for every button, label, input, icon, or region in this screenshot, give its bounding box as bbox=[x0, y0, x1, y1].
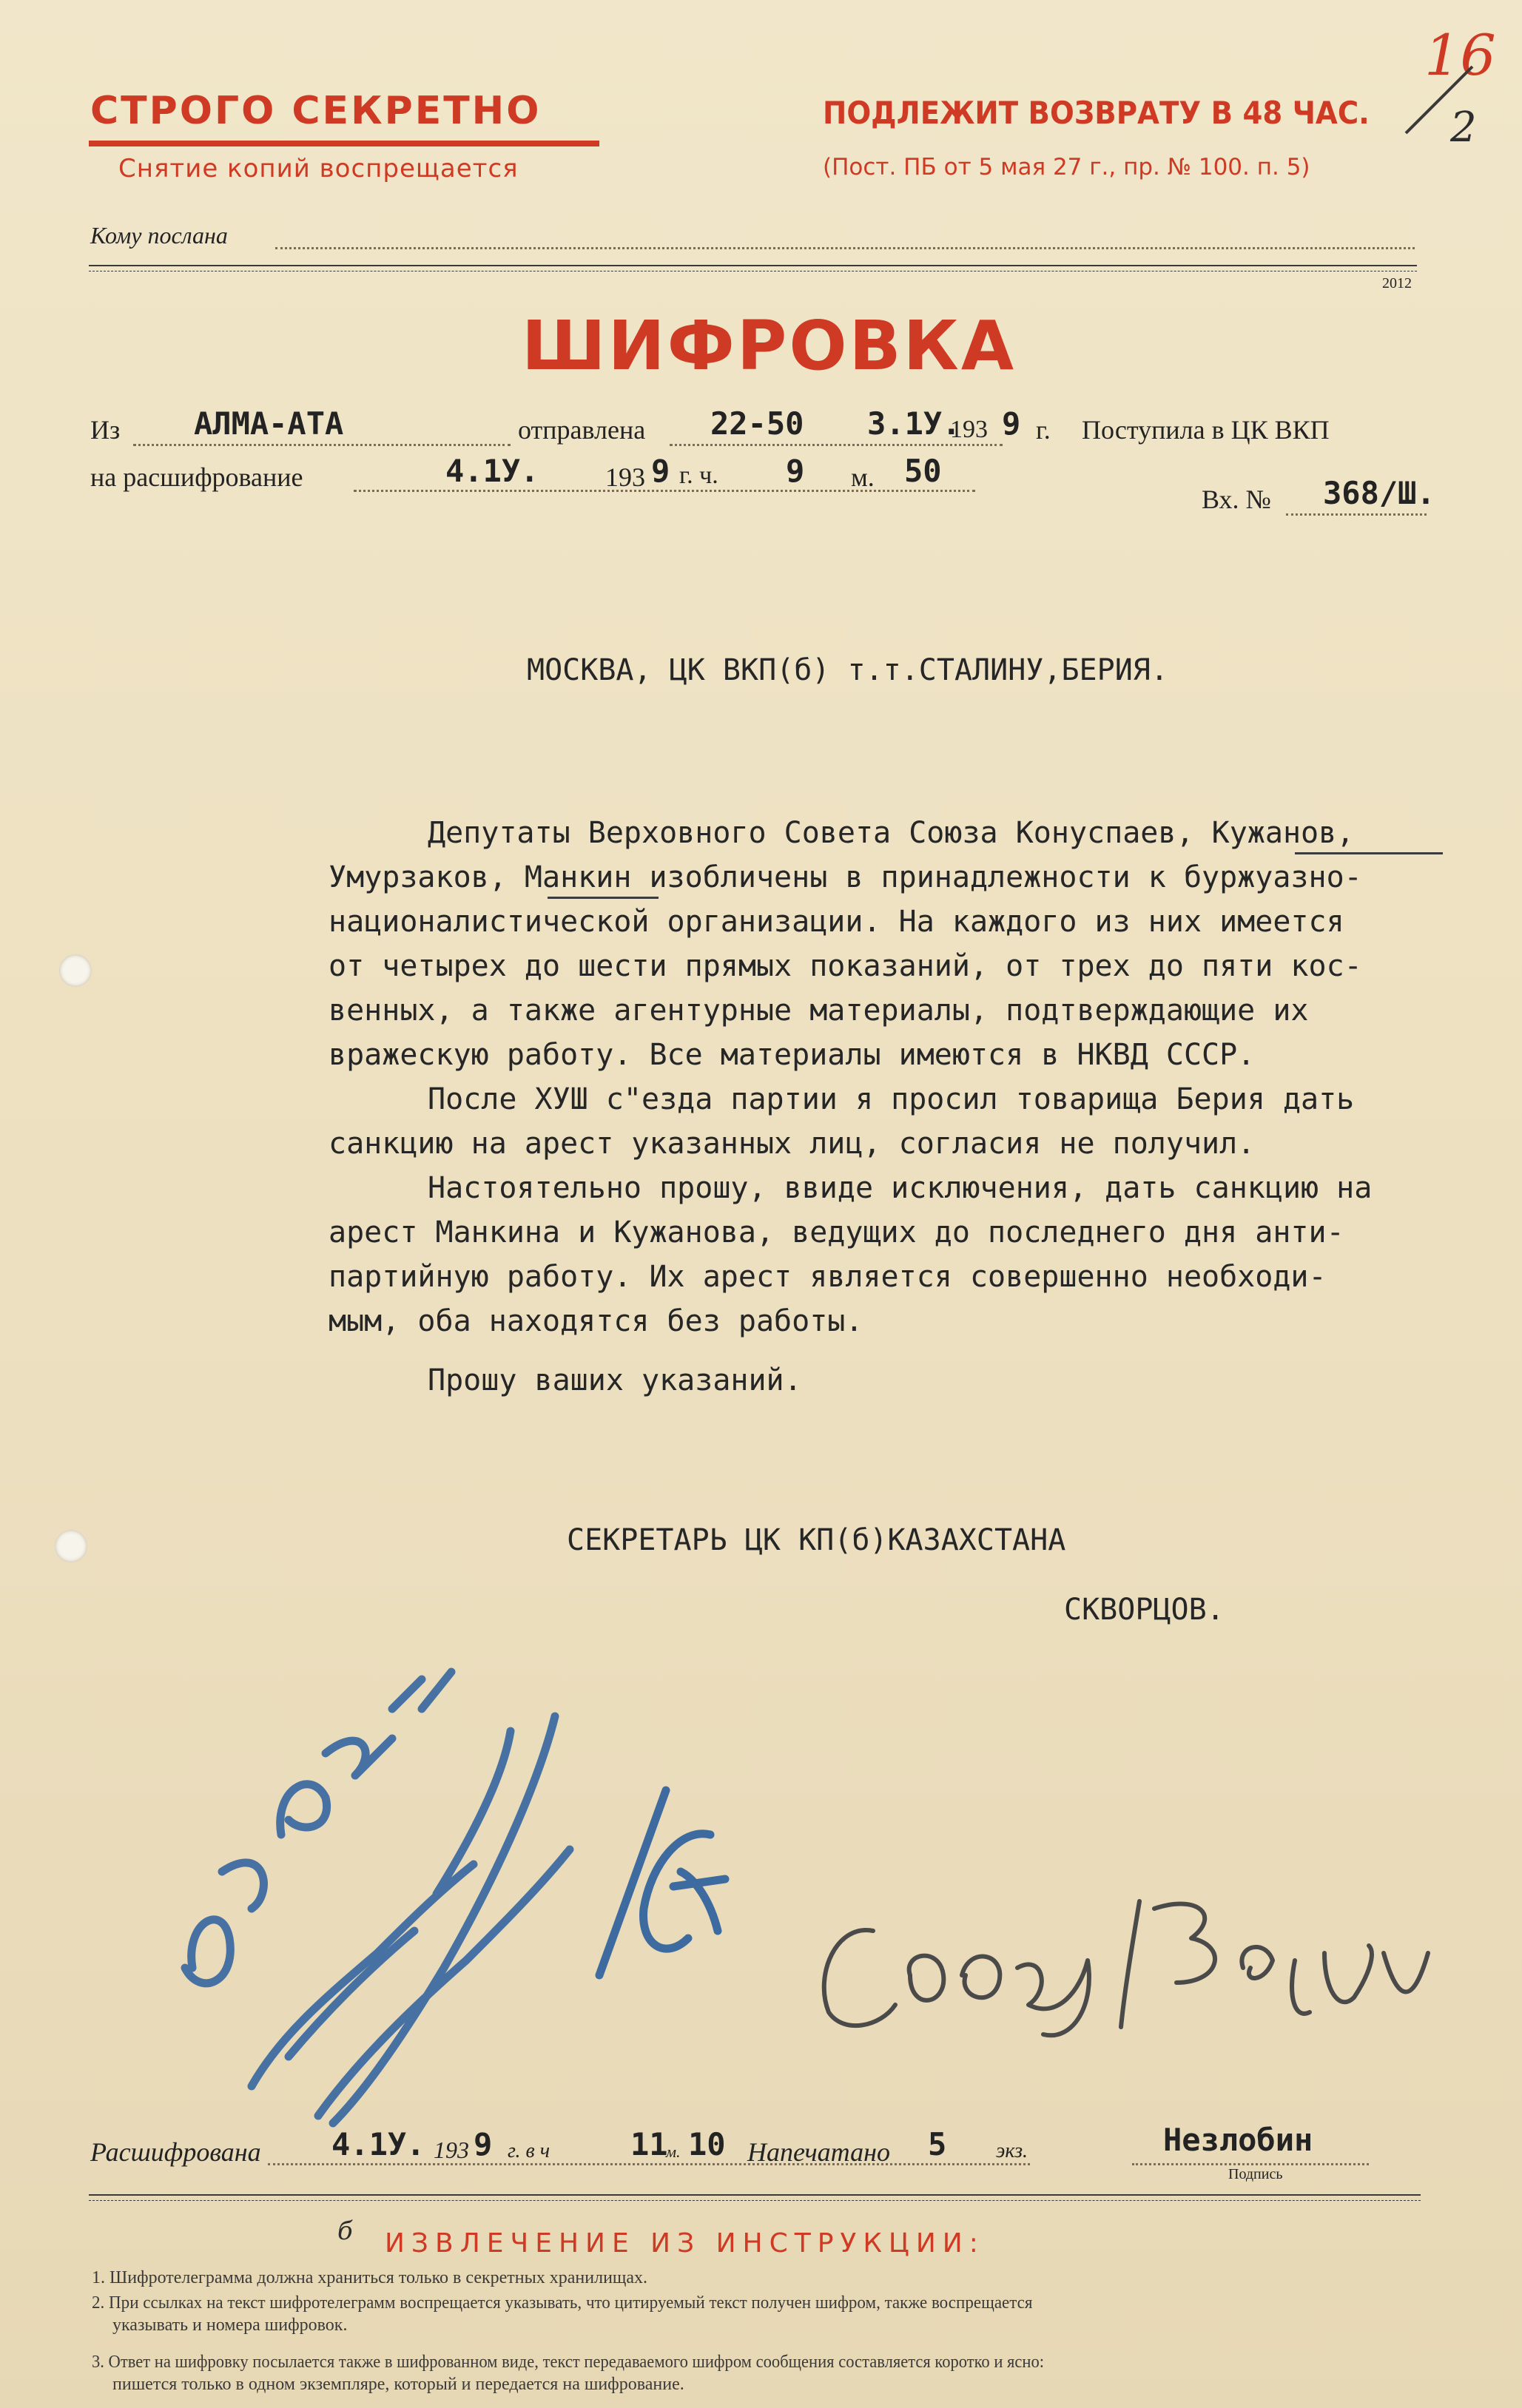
instruction-2-continued: указывать и номера шифровок. bbox=[112, 2316, 348, 2335]
message-line-9: Настоятельно прошу, ввиде исключения, дать санкцию на bbox=[428, 1171, 1373, 1205]
message-line-7: После ХУШ с"езда партии я просил товарища Берия дать bbox=[428, 1082, 1355, 1116]
no-copies-note: Снятие копий воспрещается bbox=[118, 154, 519, 183]
archive-sheet-number: 2 bbox=[1450, 104, 1477, 152]
decrypted-dotted-line bbox=[268, 2163, 1030, 2165]
printed-label: Напечатано bbox=[747, 2137, 890, 2167]
instruction-1: 1. Шифротелеграмма должна храниться только в секретных хранилищах. bbox=[92, 2268, 648, 2287]
underline-kuzhanov bbox=[1295, 852, 1443, 854]
decrypt-year-digit: 9 bbox=[651, 453, 670, 489]
sent-year-prefix: 193 bbox=[950, 416, 988, 443]
stalin-initials-strokes bbox=[570, 1775, 733, 1990]
decrypt-year-prefix: 193 bbox=[605, 462, 645, 492]
strictly-secret-stamp: СТРОГО СЕКРЕТНО bbox=[90, 89, 542, 133]
header-rule-2 bbox=[89, 271, 1417, 272]
sent-time: 22-50 bbox=[710, 405, 804, 442]
return-notice: ПОДЛЕЖИТ ВОЗВРАТУ В 48 ЧАС. bbox=[823, 95, 1370, 131]
message-line-12: мым, оба находятся без работы. bbox=[329, 1304, 863, 1338]
from-dotted-line bbox=[133, 444, 511, 446]
decrypt-dotted-line bbox=[354, 490, 975, 492]
message-line-6: вражескую работу. Все материалы имеются в НКВД СССР. bbox=[329, 1038, 1256, 1072]
punch-hole-bottom bbox=[55, 1530, 87, 1562]
archive-page-number: 16 bbox=[1424, 22, 1496, 88]
return-basis: (Пост. ПБ от 5 мая 27 г., пр. № 100. п. 5) bbox=[823, 154, 1310, 181]
sent-to-dotted-line bbox=[275, 247, 1415, 249]
decrypted-label: Расшифрована bbox=[90, 2137, 261, 2167]
sent-date: 3.1У. bbox=[867, 405, 961, 442]
sent-year-digit: 9 bbox=[1002, 405, 1021, 442]
footer-rule-2 bbox=[89, 2200, 1421, 2201]
message-line-3: националистической организации. На каждого из них имеется bbox=[329, 905, 1344, 939]
footer-rule-1 bbox=[89, 2194, 1421, 2196]
message-line-8: санкцию на арест указанных лиц, согласия не получил. bbox=[329, 1127, 1256, 1161]
decrypted-time-label: г. в ч bbox=[508, 2139, 550, 2162]
sent-label: отправлена bbox=[518, 415, 646, 445]
from-value: АЛМА-АТА bbox=[194, 405, 344, 442]
copies-label: экз. bbox=[996, 2139, 1028, 2162]
incoming-dotted-line bbox=[1286, 513, 1427, 516]
sent-to-label: Кому послана bbox=[90, 222, 228, 249]
punch-hole-top bbox=[59, 954, 92, 987]
instructions-handwritten-mark: б bbox=[337, 2216, 353, 2246]
instruction-3: 3. Ответ на шифровку посылается также в шифрованном виде, текст передаваемого шифром сообщения составляется коротко и ясно: bbox=[92, 2353, 1045, 2372]
decrypt-label: на расшифрование bbox=[90, 462, 303, 492]
decrypted-minute-label: м. bbox=[666, 2142, 681, 2161]
sent-year-suffix: г. bbox=[1036, 415, 1051, 445]
signature-name: СКВОРЦОВ. bbox=[1064, 1593, 1225, 1627]
instruction-3-continued: пишется только в одном экземпляре, который и передается на шифрование. bbox=[112, 2375, 684, 2394]
signature-title: СЕКРЕТАРЬ ЦК КП(б)КАЗАХСТАНА bbox=[567, 1523, 1066, 1557]
decrypt-minute-label: м. bbox=[851, 462, 875, 492]
signer-dotted-line bbox=[1132, 2163, 1369, 2165]
document-type-title: ШИФРОВКА bbox=[522, 306, 1017, 385]
decrypted-year-prefix: 193 bbox=[434, 2136, 469, 2163]
from-label: Из bbox=[90, 415, 121, 445]
copies-count: 5 bbox=[928, 2126, 947, 2162]
message-line-2: Умурзаков, Манкин изобличены в принадлежности к буржуазно- bbox=[329, 860, 1362, 894]
signature-caption: Подпись bbox=[1228, 2166, 1283, 2182]
incoming-number-label: Вх. № bbox=[1202, 485, 1271, 514]
incoming-number: 368/Ш. bbox=[1323, 475, 1435, 511]
decrypt-year-suffix: г. ч. bbox=[679, 462, 718, 489]
message-line-10: арест Манкина и Кужанова, ведущих до последнего дня анти- bbox=[329, 1215, 1344, 1249]
decrypted-date: 4.1У. bbox=[331, 2126, 425, 2162]
header-rule-1 bbox=[89, 265, 1417, 266]
beria-signature-strokes bbox=[807, 1879, 1443, 2049]
message-line-13: Прошу ваших указаний. bbox=[428, 1363, 802, 1397]
message-line-11: партийную работу. Их арест является совершенно необходи- bbox=[329, 1260, 1327, 1294]
decrypted-minute: 10 bbox=[688, 2126, 726, 2162]
decrypt-date: 4.1У. bbox=[445, 453, 539, 489]
sent-dotted-line bbox=[670, 444, 1003, 446]
decrypted-year-digit: 9 bbox=[474, 2126, 493, 2162]
message-line-1: Депутаты Верховного Совета Союза Конуспаев, Кужанов, bbox=[428, 816, 1355, 850]
signer-name: Незлобин bbox=[1163, 2122, 1313, 2158]
instructions-title: ИЗВЛЕЧЕНИЕ ИЗ ИНСТРУКЦИИ: bbox=[385, 2228, 985, 2259]
decrypted-hour: 11 bbox=[630, 2126, 668, 2162]
message-line-4: от четырех до шести прямых показаний, от трех до пяти кос- bbox=[329, 949, 1362, 983]
message-address: МОСКВА, ЦК ВКП(б) т.т.СТАЛИНУ,БЕРИЯ. bbox=[527, 653, 1168, 687]
form-code: 2012 bbox=[1382, 275, 1412, 291]
strictly-secret-underline bbox=[89, 141, 599, 146]
message-line-5: венных, а также агентурные материалы, подтверждающие их bbox=[329, 994, 1309, 1028]
instruction-2: 2. При ссылках на текст шифротелеграмм воспрещается указывать, что цитируемый текст получен шифром, также воспрещается bbox=[92, 2293, 1033, 2313]
received-label: Поступила в ЦК ВКП bbox=[1082, 415, 1330, 445]
decrypt-hour: 9 bbox=[786, 453, 805, 489]
decrypt-minute: 50 bbox=[904, 453, 942, 489]
